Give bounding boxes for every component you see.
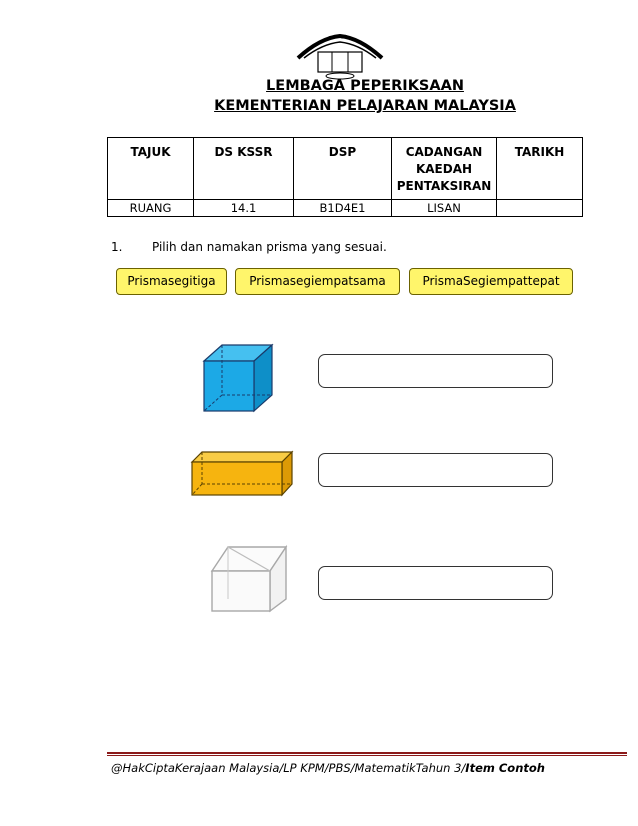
page-subtitle: KEMENTERIAN PELAJARAN MALAYSIA	[214, 98, 516, 114]
footer-label: Item Contoh	[465, 761, 545, 775]
footer-path: @HakCiptaKerajaan Malaysia/LP KPM/PBS/MatematikTahun 3/	[111, 761, 466, 775]
value-cadangan: LISAN	[392, 200, 497, 217]
footer-rule-thin	[107, 755, 627, 756]
value-ds-kssr: 14.1	[194, 200, 294, 217]
value-dsp: B1D4E1	[294, 200, 392, 217]
value-tajuk: RUANG	[108, 200, 194, 217]
question-text: Pilih dan namakan prisma yang sesuai.	[152, 240, 387, 254]
info-table-value-row	[108, 200, 583, 217]
answer-box-2[interactable]	[318, 453, 553, 487]
value-tarikh[interactable]	[497, 200, 583, 217]
header-cadangan: CADANGAN KAEDAH PENTAKSIRAN	[392, 138, 497, 200]
header-dsp: DSP	[294, 138, 392, 200]
answer-box-1[interactable]	[318, 354, 553, 388]
option-prisma-segitiga[interactable]: Prismasegitiga	[116, 268, 227, 295]
cuboid-shape	[188, 450, 296, 498]
option-prisma-segiempat-tepat[interactable]: PrismaSegiempattepat	[409, 268, 573, 295]
option-prisma-segiempat-sama[interactable]: Prismasegiempatsama	[235, 268, 400, 295]
footer-rule	[107, 752, 627, 754]
footer-text	[111, 761, 545, 775]
header-ds-kssr: DS KSSR	[194, 138, 294, 200]
cube-shape	[200, 343, 276, 413]
header-tarikh: TARIKH	[497, 138, 583, 200]
info-table-header-row	[108, 138, 583, 200]
info-table	[107, 137, 583, 217]
answer-box-3[interactable]	[318, 566, 553, 600]
question-number: 1.	[111, 240, 123, 254]
lembaga-peperiksaan-logo	[290, 28, 390, 80]
header-tajuk: TAJUK	[108, 138, 194, 200]
triangular-prism-shape	[208, 543, 292, 615]
page-title: LEMBAGA PEPERIKSAAN	[266, 78, 464, 94]
